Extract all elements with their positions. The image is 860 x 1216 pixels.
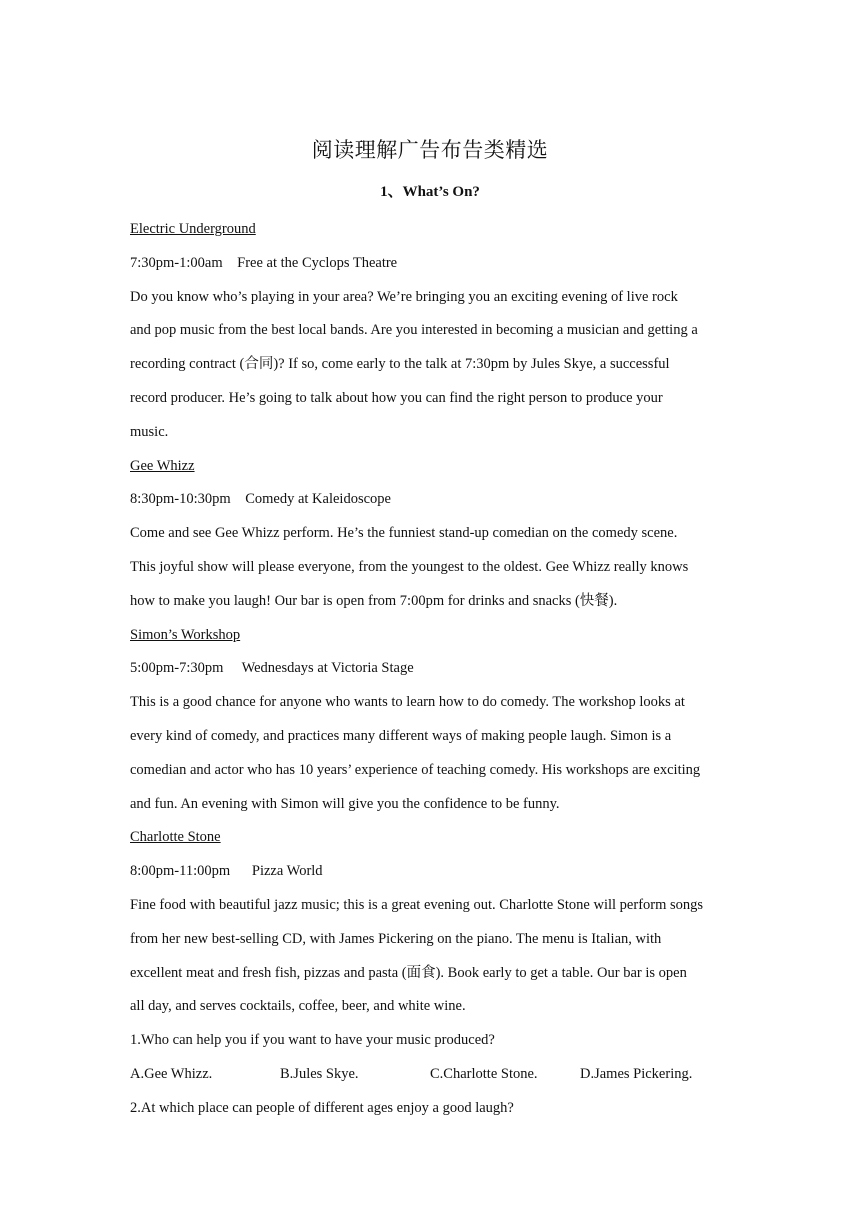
question-text: 1.Who can help you if you want to have your music produced? xyxy=(130,1032,495,1049)
option-c: C.Charlotte Stone. xyxy=(430,1065,538,1082)
event-text-line: This is a good chance for anyone who wants to learn how to do comedy. The workshop looks at xyxy=(130,694,685,711)
document-title: 阅读理解广告布告类精选 xyxy=(311,138,549,162)
event-text-line: Fine food with beautiful jazz music; this is a great evening out. Charlotte Stone will perform songs xyxy=(130,896,704,913)
answer-options xyxy=(130,1058,735,1092)
option-d: D.James Pickering. xyxy=(580,1065,693,1082)
event-place: Free at the Cyclops Theatre xyxy=(237,254,398,271)
event-time-place xyxy=(130,483,735,517)
event-heading: Charlotte Stone xyxy=(130,829,221,846)
event-text-line: excellent meat and fresh fish, pizzas and pasta (面食). Book early to get a table. Our bar is open xyxy=(130,964,687,981)
event-text-line: comedian and actor who has 10 years’ experience of teaching comedy. His workshops are exciting xyxy=(130,761,701,778)
event-time: 5:00pm-7:30pm xyxy=(130,660,224,677)
event-heading: Simon’s Workshop xyxy=(130,626,241,643)
event-place: Wednesdays at Victoria Stage xyxy=(241,660,414,677)
event-text-line: and pop music from the best local bands. Are you interested in becoming a musician and getting a xyxy=(130,322,698,339)
event-text-line: how to make you laugh! Our bar is open from 7:00pm for drinks and snacks (快餐). xyxy=(130,592,618,609)
event-text-line: music. xyxy=(130,423,169,440)
question-text: 2.At which place can people of different ages enjoy a good laugh? xyxy=(130,1099,514,1116)
event-time: 7:30pm-1:00am xyxy=(130,254,223,271)
event-time: 8:30pm-10:30pm xyxy=(130,491,231,508)
event-text-line: Do you know who’s playing in your area? We’re bringing you an exciting evening of live rock xyxy=(130,288,678,305)
event-text-line: all day, and serves cocktails, coffee, beer, and white wine. xyxy=(130,998,466,1015)
event-place: Comedy at Kaleidoscope xyxy=(245,491,391,508)
option-a: A.Gee Whizz. xyxy=(130,1065,213,1082)
event-text-line: from her new best-selling CD, with James Pickering on the piano. The menu is Italian, with xyxy=(130,930,662,947)
event-text-line: every kind of comedy, and practices many different ways of making people laugh. Simon is a xyxy=(130,727,672,744)
event-heading: Gee Whizz xyxy=(130,457,195,474)
event-time-place xyxy=(130,247,735,281)
event-text-line: Come and see Gee Whizz perform. He’s the funniest stand-up comedian on the comedy scene. xyxy=(130,525,678,542)
event-text-line: This joyful show will please everyone, from the youngest to the oldest. Gee Whizz really knows xyxy=(130,558,689,575)
event-text-line: record producer. He’s going to talk about how you can find the right person to produce your xyxy=(130,389,663,406)
event-time-place xyxy=(130,855,735,889)
document-body xyxy=(130,213,735,1126)
event-time-place xyxy=(130,652,735,686)
event-text-line: and fun. An evening with Simon will give you the confidence to be funny. xyxy=(130,795,560,812)
section-subtitle: 1、What’s On? xyxy=(380,184,480,200)
event-heading: Electric Underground xyxy=(130,221,256,237)
event-text-line: recording contract (合同)? If so, come early to the talk at 7:30pm by Jules Skye, a successful xyxy=(130,356,670,373)
option-b: B.Jules Skye. xyxy=(280,1065,359,1082)
event-time: 8:00pm-11:00pm xyxy=(130,863,231,880)
event-place: Pizza World xyxy=(251,863,323,880)
